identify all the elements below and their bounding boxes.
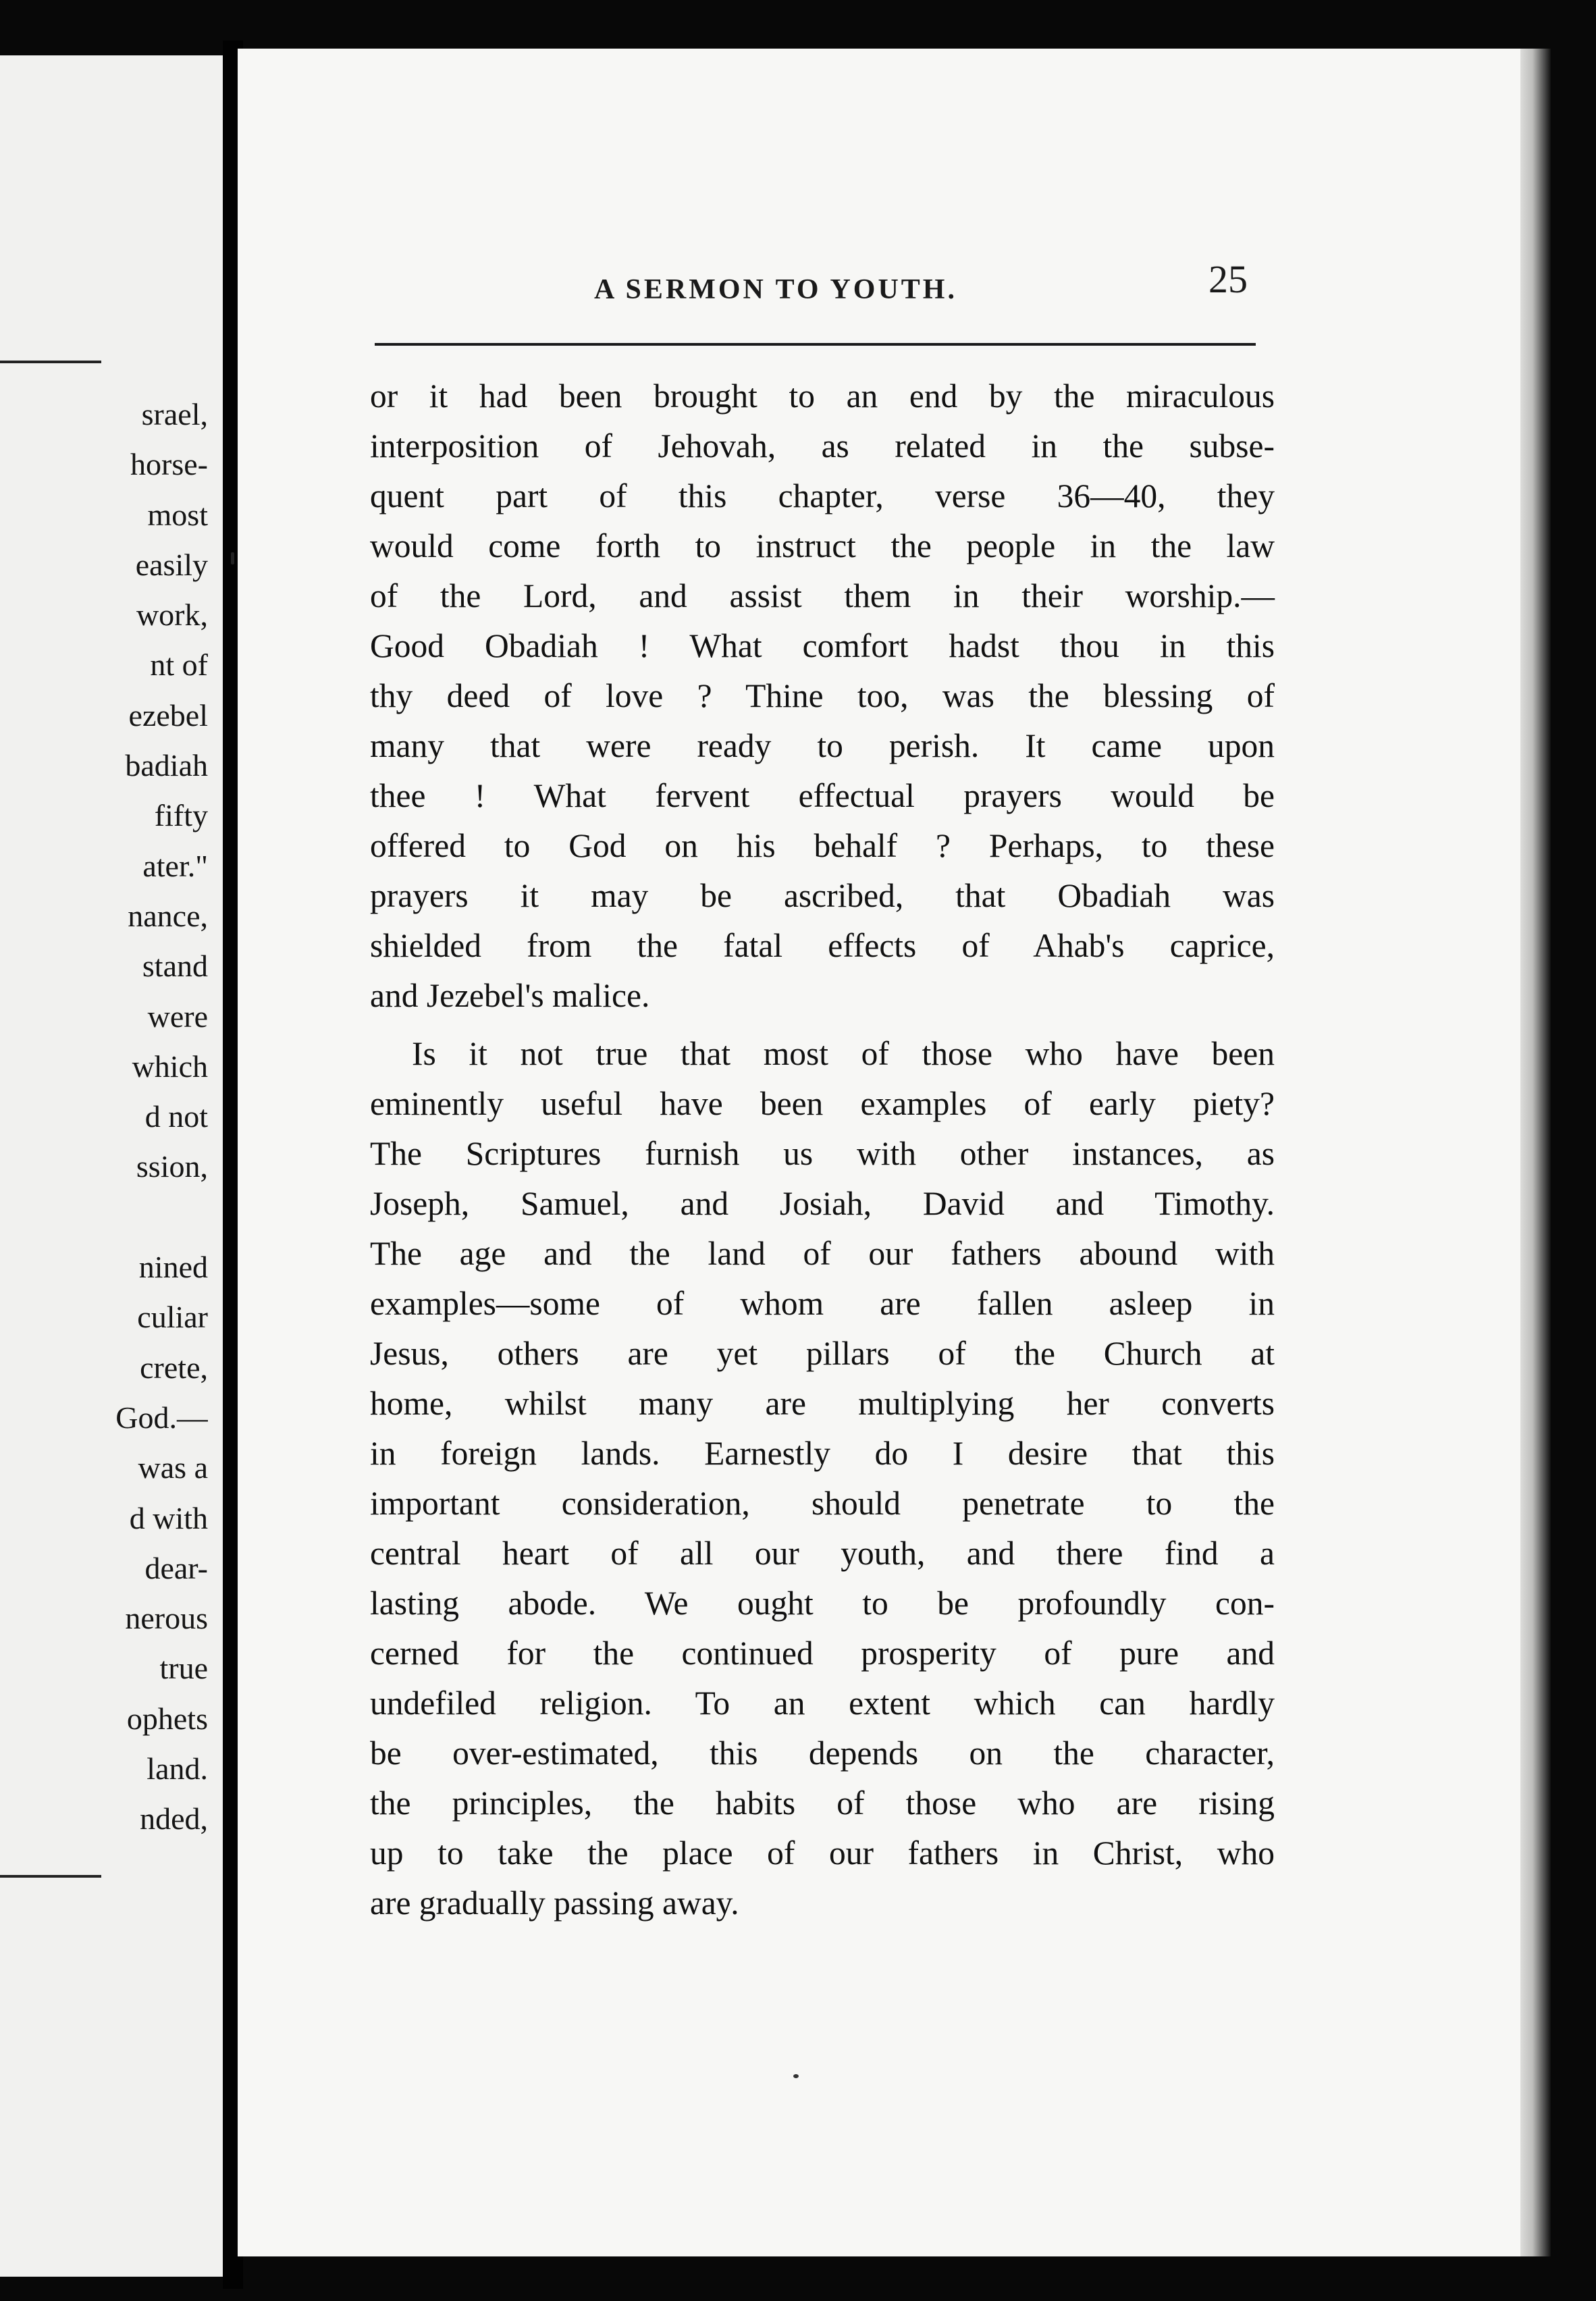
previous-page-line: nined — [138, 1250, 208, 1285]
text-line: lasting abode. We ought to be profoundly con- — [370, 1585, 1275, 1622]
text-line: eminently useful have been examples of early piety? — [370, 1085, 1275, 1122]
text-line: central heart of all our youth, and there find a — [370, 1535, 1275, 1572]
previous-page-line: culiar — [137, 1300, 208, 1335]
text-line: prayers it may be ascribed, that Obadiah was — [370, 877, 1275, 914]
previous-page-line: was a — [138, 1450, 208, 1485]
previous-page-footer-rule — [0, 1875, 101, 1878]
previous-page-line: nded, — [140, 1801, 208, 1836]
text-line: would come forth to instruct the people in the law — [370, 527, 1275, 564]
text-line: undefiled religion. To an extent which can hardly — [370, 1685, 1275, 1722]
text-line: thee ! What fervent effectual prayers would be — [370, 777, 1275, 814]
previous-page-line: srael, — [141, 397, 208, 431]
previous-page-header-rule — [0, 361, 101, 363]
text-line: and Jezebel's malice. — [370, 977, 650, 1014]
header-rule — [375, 343, 1256, 346]
text-line: thy deed of love ? Thine too, was the blessing of — [370, 677, 1275, 714]
previous-page-line: easily — [135, 547, 208, 582]
previous-page-line: ater." — [142, 848, 208, 883]
previous-page-line: most — [147, 497, 208, 532]
text-line: shielded from the fatal effects of Ahab's caprice, — [370, 927, 1275, 964]
text-line: of the Lord, and assist them in their worship.— — [370, 577, 1275, 614]
text-line: up to take the place of our fathers in Christ, who — [370, 1834, 1275, 1872]
text-line: interposition of Jehovah, as related in the subse- — [370, 427, 1275, 465]
previous-page-line: nance, — [128, 898, 208, 933]
text-line: important consideration, should penetrate to the — [370, 1485, 1275, 1522]
previous-page-fragment — [0, 55, 223, 2277]
previous-page-line: d not — [144, 1099, 208, 1134]
running-head: A SERMON TO YOUTH. — [594, 274, 957, 305]
previous-page-line: fifty — [154, 798, 208, 833]
previous-page-line: land. — [147, 1751, 208, 1787]
previous-page-line: true — [159, 1651, 208, 1686]
previous-page-line: crete, — [140, 1350, 208, 1385]
text-line: the principles, the habits of those who are rising — [370, 1784, 1275, 1822]
text-line: quent part of this chapter, verse 36—40, they — [370, 477, 1275, 514]
text-line: be over-estimated, this depends on the character, — [370, 1735, 1275, 1772]
page-body-text — [370, 371, 1275, 1928]
previous-page-line: ophets — [126, 1701, 208, 1736]
previous-page-line — [0, 1192, 208, 1242]
text-line: many that were ready to perish. It came upon — [370, 727, 1275, 764]
print-speck — [793, 2074, 799, 2078]
text-line: offered to God on his behalf ? Perhaps, to these — [370, 827, 1275, 864]
page-edge-shadow — [1520, 49, 1551, 2256]
text-line: Good Obadiah ! What comfort hadst thou in this — [370, 627, 1275, 664]
previous-page-line: were — [147, 999, 208, 1034]
previous-page-text — [0, 390, 208, 1845]
paragraph — [370, 371, 1275, 1021]
print-speck — [231, 552, 234, 564]
previous-page-line: ezebel — [128, 697, 208, 733]
text-line: cerned for the continued prosperity of pure and — [370, 1635, 1275, 1672]
text-line: The age and the land of our fathers abound with — [370, 1235, 1275, 1272]
page-number: 25 — [1208, 257, 1248, 301]
previous-page-line: nerous — [125, 1601, 208, 1636]
text-line: Is it not true that most of those who have been — [412, 1035, 1275, 1072]
text-line: home, whilst many are multiplying her converts — [370, 1385, 1275, 1422]
previous-page-line: work, — [136, 598, 208, 633]
text-line: examples—some of whom are fallen asleep in — [370, 1285, 1275, 1322]
text-line: The Scriptures furnish us with other instances, as — [370, 1135, 1275, 1172]
paragraph — [370, 1029, 1275, 1928]
previous-page-line: horse- — [130, 447, 208, 482]
previous-page-line: which — [132, 1049, 208, 1084]
text-line: in foreign lands. Earnestly do I desire that this — [370, 1435, 1275, 1472]
previous-page-line: stand — [142, 949, 208, 984]
text-line: Jesus, others are yet pillars of the Church at — [370, 1335, 1275, 1372]
previous-page-line: ssion, — [136, 1149, 208, 1184]
previous-page-line: badiah — [125, 748, 208, 783]
text-line: are gradually passing away. — [370, 1884, 739, 1922]
text-line: Joseph, Samuel, and Josiah, David and Timothy. — [370, 1185, 1275, 1222]
previous-page-line: nt of — [150, 647, 208, 683]
text-line: or it had been brought to an end by the miraculous — [370, 377, 1275, 415]
previous-page-line: God.— — [115, 1400, 208, 1435]
previous-page-line: dear- — [144, 1550, 208, 1585]
previous-page-line: d with — [129, 1500, 208, 1535]
